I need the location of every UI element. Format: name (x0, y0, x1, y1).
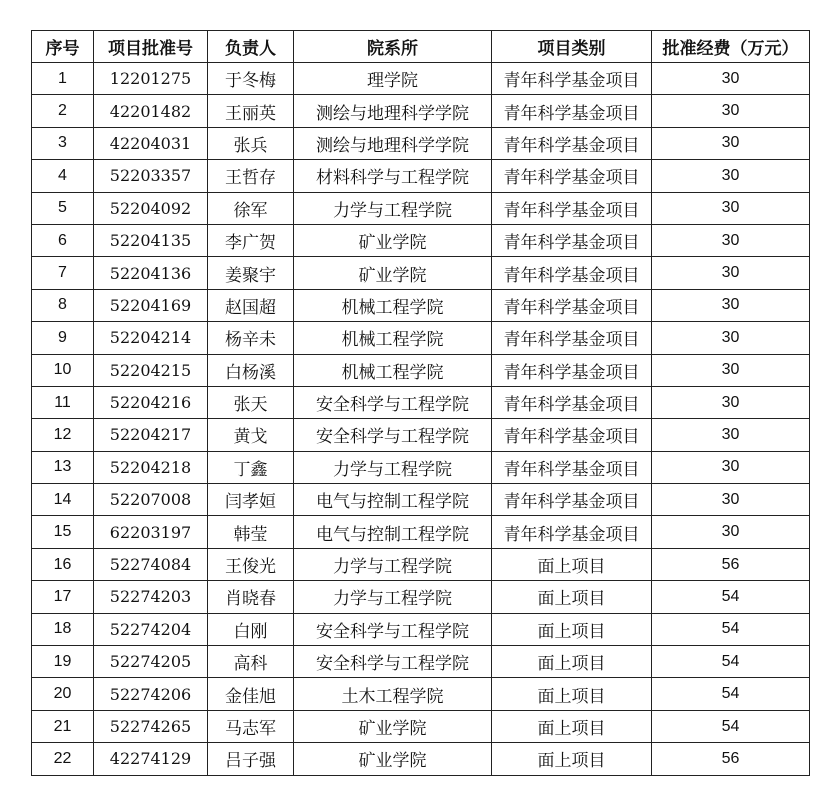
cell-funding: 56 (652, 548, 810, 580)
cell-approval-no: 52203357 (94, 160, 208, 192)
table-row (32, 646, 810, 678)
cell-leader: 闫孝姮 (208, 484, 294, 516)
cell-funding: 54 (652, 710, 810, 742)
cell-index: 22 (32, 743, 94, 775)
header-department: 院系所 (294, 31, 492, 63)
table-row (32, 484, 810, 516)
table-row (32, 354, 810, 386)
cell-category: 面上项目 (492, 743, 652, 775)
cell-approval-no: 52204214 (94, 322, 208, 354)
cell-funding: 54 (652, 613, 810, 645)
cell-department: 力学与工程学院 (294, 451, 492, 483)
cell-funding: 30 (652, 63, 810, 95)
cell-category: 面上项目 (492, 613, 652, 645)
cell-funding: 30 (652, 127, 810, 159)
cell-index: 15 (32, 516, 94, 548)
cell-category: 青年科学基金项目 (492, 386, 652, 418)
cell-category: 青年科学基金项目 (492, 451, 652, 483)
cell-index: 14 (32, 484, 94, 516)
cell-leader: 王俊光 (208, 548, 294, 580)
cell-approval-no: 52204216 (94, 386, 208, 418)
cell-category: 面上项目 (492, 581, 652, 613)
cell-funding: 30 (652, 322, 810, 354)
table-row (32, 613, 810, 645)
cell-index: 20 (32, 678, 94, 710)
cell-approval-no: 52207008 (94, 484, 208, 516)
table-row (32, 192, 810, 224)
cell-funding: 30 (652, 289, 810, 321)
cell-index: 21 (32, 710, 94, 742)
table-header (32, 31, 810, 63)
cell-leader: 金佳旭 (208, 678, 294, 710)
cell-index: 2 (32, 95, 94, 127)
cell-department: 安全科学与工程学院 (294, 386, 492, 418)
cell-funding: 30 (652, 224, 810, 256)
cell-category: 青年科学基金项目 (492, 354, 652, 386)
cell-funding: 56 (652, 743, 810, 775)
cell-department: 机械工程学院 (294, 322, 492, 354)
cell-category: 青年科学基金项目 (492, 63, 652, 95)
cell-index: 12 (32, 419, 94, 451)
cell-leader: 马志军 (208, 710, 294, 742)
cell-department: 机械工程学院 (294, 289, 492, 321)
cell-department: 土木工程学院 (294, 678, 492, 710)
cell-leader: 杨辛未 (208, 322, 294, 354)
table-body (32, 63, 810, 776)
table-row (32, 516, 810, 548)
cell-category: 青年科学基金项目 (492, 419, 652, 451)
cell-index: 11 (32, 386, 94, 418)
table-row (32, 451, 810, 483)
cell-department: 力学与工程学院 (294, 581, 492, 613)
table-row (32, 743, 810, 775)
cell-department: 安全科学与工程学院 (294, 646, 492, 678)
cell-department: 理学院 (294, 63, 492, 95)
cell-index: 18 (32, 613, 94, 645)
cell-approval-no: 42204031 (94, 127, 208, 159)
table-row (32, 63, 810, 95)
cell-funding: 30 (652, 95, 810, 127)
cell-category: 青年科学基金项目 (492, 289, 652, 321)
cell-approval-no: 52274206 (94, 678, 208, 710)
cell-leader: 张兵 (208, 127, 294, 159)
table-row (32, 710, 810, 742)
cell-leader: 姜聚宇 (208, 257, 294, 289)
cell-approval-no: 42201482 (94, 95, 208, 127)
cell-leader: 韩莹 (208, 516, 294, 548)
cell-index: 1 (32, 63, 94, 95)
table-row (32, 581, 810, 613)
header-funding: 批准经费（万元） (652, 31, 810, 63)
cell-category: 青年科学基金项目 (492, 127, 652, 159)
table-row (32, 160, 810, 192)
cell-index: 16 (32, 548, 94, 580)
table-row (32, 548, 810, 580)
table-row (32, 127, 810, 159)
cell-index: 19 (32, 646, 94, 678)
cell-category: 面上项目 (492, 646, 652, 678)
table-row (32, 224, 810, 256)
cell-funding: 30 (652, 354, 810, 386)
cell-department: 材料科学与工程学院 (294, 160, 492, 192)
cell-category: 青年科学基金项目 (492, 192, 652, 224)
cell-department: 力学与工程学院 (294, 548, 492, 580)
cell-approval-no: 52274084 (94, 548, 208, 580)
cell-category: 青年科学基金项目 (492, 224, 652, 256)
table-row (32, 678, 810, 710)
cell-approval-no: 52274203 (94, 581, 208, 613)
cell-approval-no: 52204092 (94, 192, 208, 224)
cell-approval-no: 52274205 (94, 646, 208, 678)
cell-approval-no: 52274265 (94, 710, 208, 742)
header-approval-no: 项目批准号 (94, 31, 208, 63)
cell-approval-no: 42274129 (94, 743, 208, 775)
cell-index: 17 (32, 581, 94, 613)
cell-department: 矿业学院 (294, 224, 492, 256)
cell-approval-no: 52204169 (94, 289, 208, 321)
cell-category: 面上项目 (492, 710, 652, 742)
cell-leader: 王丽英 (208, 95, 294, 127)
cell-funding: 30 (652, 386, 810, 418)
cell-department: 安全科学与工程学院 (294, 613, 492, 645)
cell-index: 9 (32, 322, 94, 354)
cell-category: 青年科学基金项目 (492, 257, 652, 289)
cell-leader: 白刚 (208, 613, 294, 645)
cell-leader: 吕子强 (208, 743, 294, 775)
table-row (32, 289, 810, 321)
cell-department: 力学与工程学院 (294, 192, 492, 224)
cell-index: 6 (32, 224, 94, 256)
cell-approval-no: 52274204 (94, 613, 208, 645)
cell-department: 机械工程学院 (294, 354, 492, 386)
cell-approval-no: 52204217 (94, 419, 208, 451)
cell-index: 7 (32, 257, 94, 289)
grants-table (31, 30, 810, 776)
table-row (32, 95, 810, 127)
cell-index: 8 (32, 289, 94, 321)
cell-department: 测绘与地理科学学院 (294, 127, 492, 159)
cell-leader: 于冬梅 (208, 63, 294, 95)
header-row (32, 31, 810, 63)
cell-category: 青年科学基金项目 (492, 160, 652, 192)
cell-index: 4 (32, 160, 94, 192)
cell-funding: 30 (652, 516, 810, 548)
cell-funding: 30 (652, 160, 810, 192)
cell-approval-no: 52204218 (94, 451, 208, 483)
cell-category: 青年科学基金项目 (492, 322, 652, 354)
cell-approval-no: 52204135 (94, 224, 208, 256)
header-leader: 负责人 (208, 31, 294, 63)
cell-department: 矿业学院 (294, 257, 492, 289)
cell-funding: 30 (652, 257, 810, 289)
cell-department: 测绘与地理科学学院 (294, 95, 492, 127)
cell-department: 电气与控制工程学院 (294, 516, 492, 548)
cell-funding: 54 (652, 678, 810, 710)
cell-approval-no: 52204136 (94, 257, 208, 289)
cell-approval-no: 12201275 (94, 63, 208, 95)
cell-category: 青年科学基金项目 (492, 95, 652, 127)
cell-funding: 54 (652, 646, 810, 678)
cell-leader: 黄戈 (208, 419, 294, 451)
cell-index: 5 (32, 192, 94, 224)
table-row (32, 322, 810, 354)
table-row (32, 419, 810, 451)
cell-leader: 徐军 (208, 192, 294, 224)
cell-funding: 30 (652, 484, 810, 516)
cell-department: 电气与控制工程学院 (294, 484, 492, 516)
cell-category: 面上项目 (492, 548, 652, 580)
cell-department: 矿业学院 (294, 743, 492, 775)
cell-category: 青年科学基金项目 (492, 484, 652, 516)
table-row (32, 386, 810, 418)
cell-category: 面上项目 (492, 678, 652, 710)
cell-leader: 丁鑫 (208, 451, 294, 483)
cell-funding: 30 (652, 419, 810, 451)
cell-funding: 30 (652, 451, 810, 483)
header-category: 项目类别 (492, 31, 652, 63)
cell-approval-no: 62203197 (94, 516, 208, 548)
cell-index: 3 (32, 127, 94, 159)
cell-leader: 赵国超 (208, 289, 294, 321)
cell-department: 矿业学院 (294, 710, 492, 742)
cell-leader: 王哲存 (208, 160, 294, 192)
cell-approval-no: 52204215 (94, 354, 208, 386)
table-row (32, 257, 810, 289)
cell-funding: 30 (652, 192, 810, 224)
cell-category: 青年科学基金项目 (492, 516, 652, 548)
cell-department: 安全科学与工程学院 (294, 419, 492, 451)
cell-funding: 54 (652, 581, 810, 613)
header-index: 序号 (32, 31, 94, 63)
cell-index: 10 (32, 354, 94, 386)
cell-leader: 白杨溪 (208, 354, 294, 386)
cell-leader: 张天 (208, 386, 294, 418)
cell-leader: 肖晓春 (208, 581, 294, 613)
cell-leader: 高科 (208, 646, 294, 678)
cell-leader: 李广贺 (208, 224, 294, 256)
cell-index: 13 (32, 451, 94, 483)
